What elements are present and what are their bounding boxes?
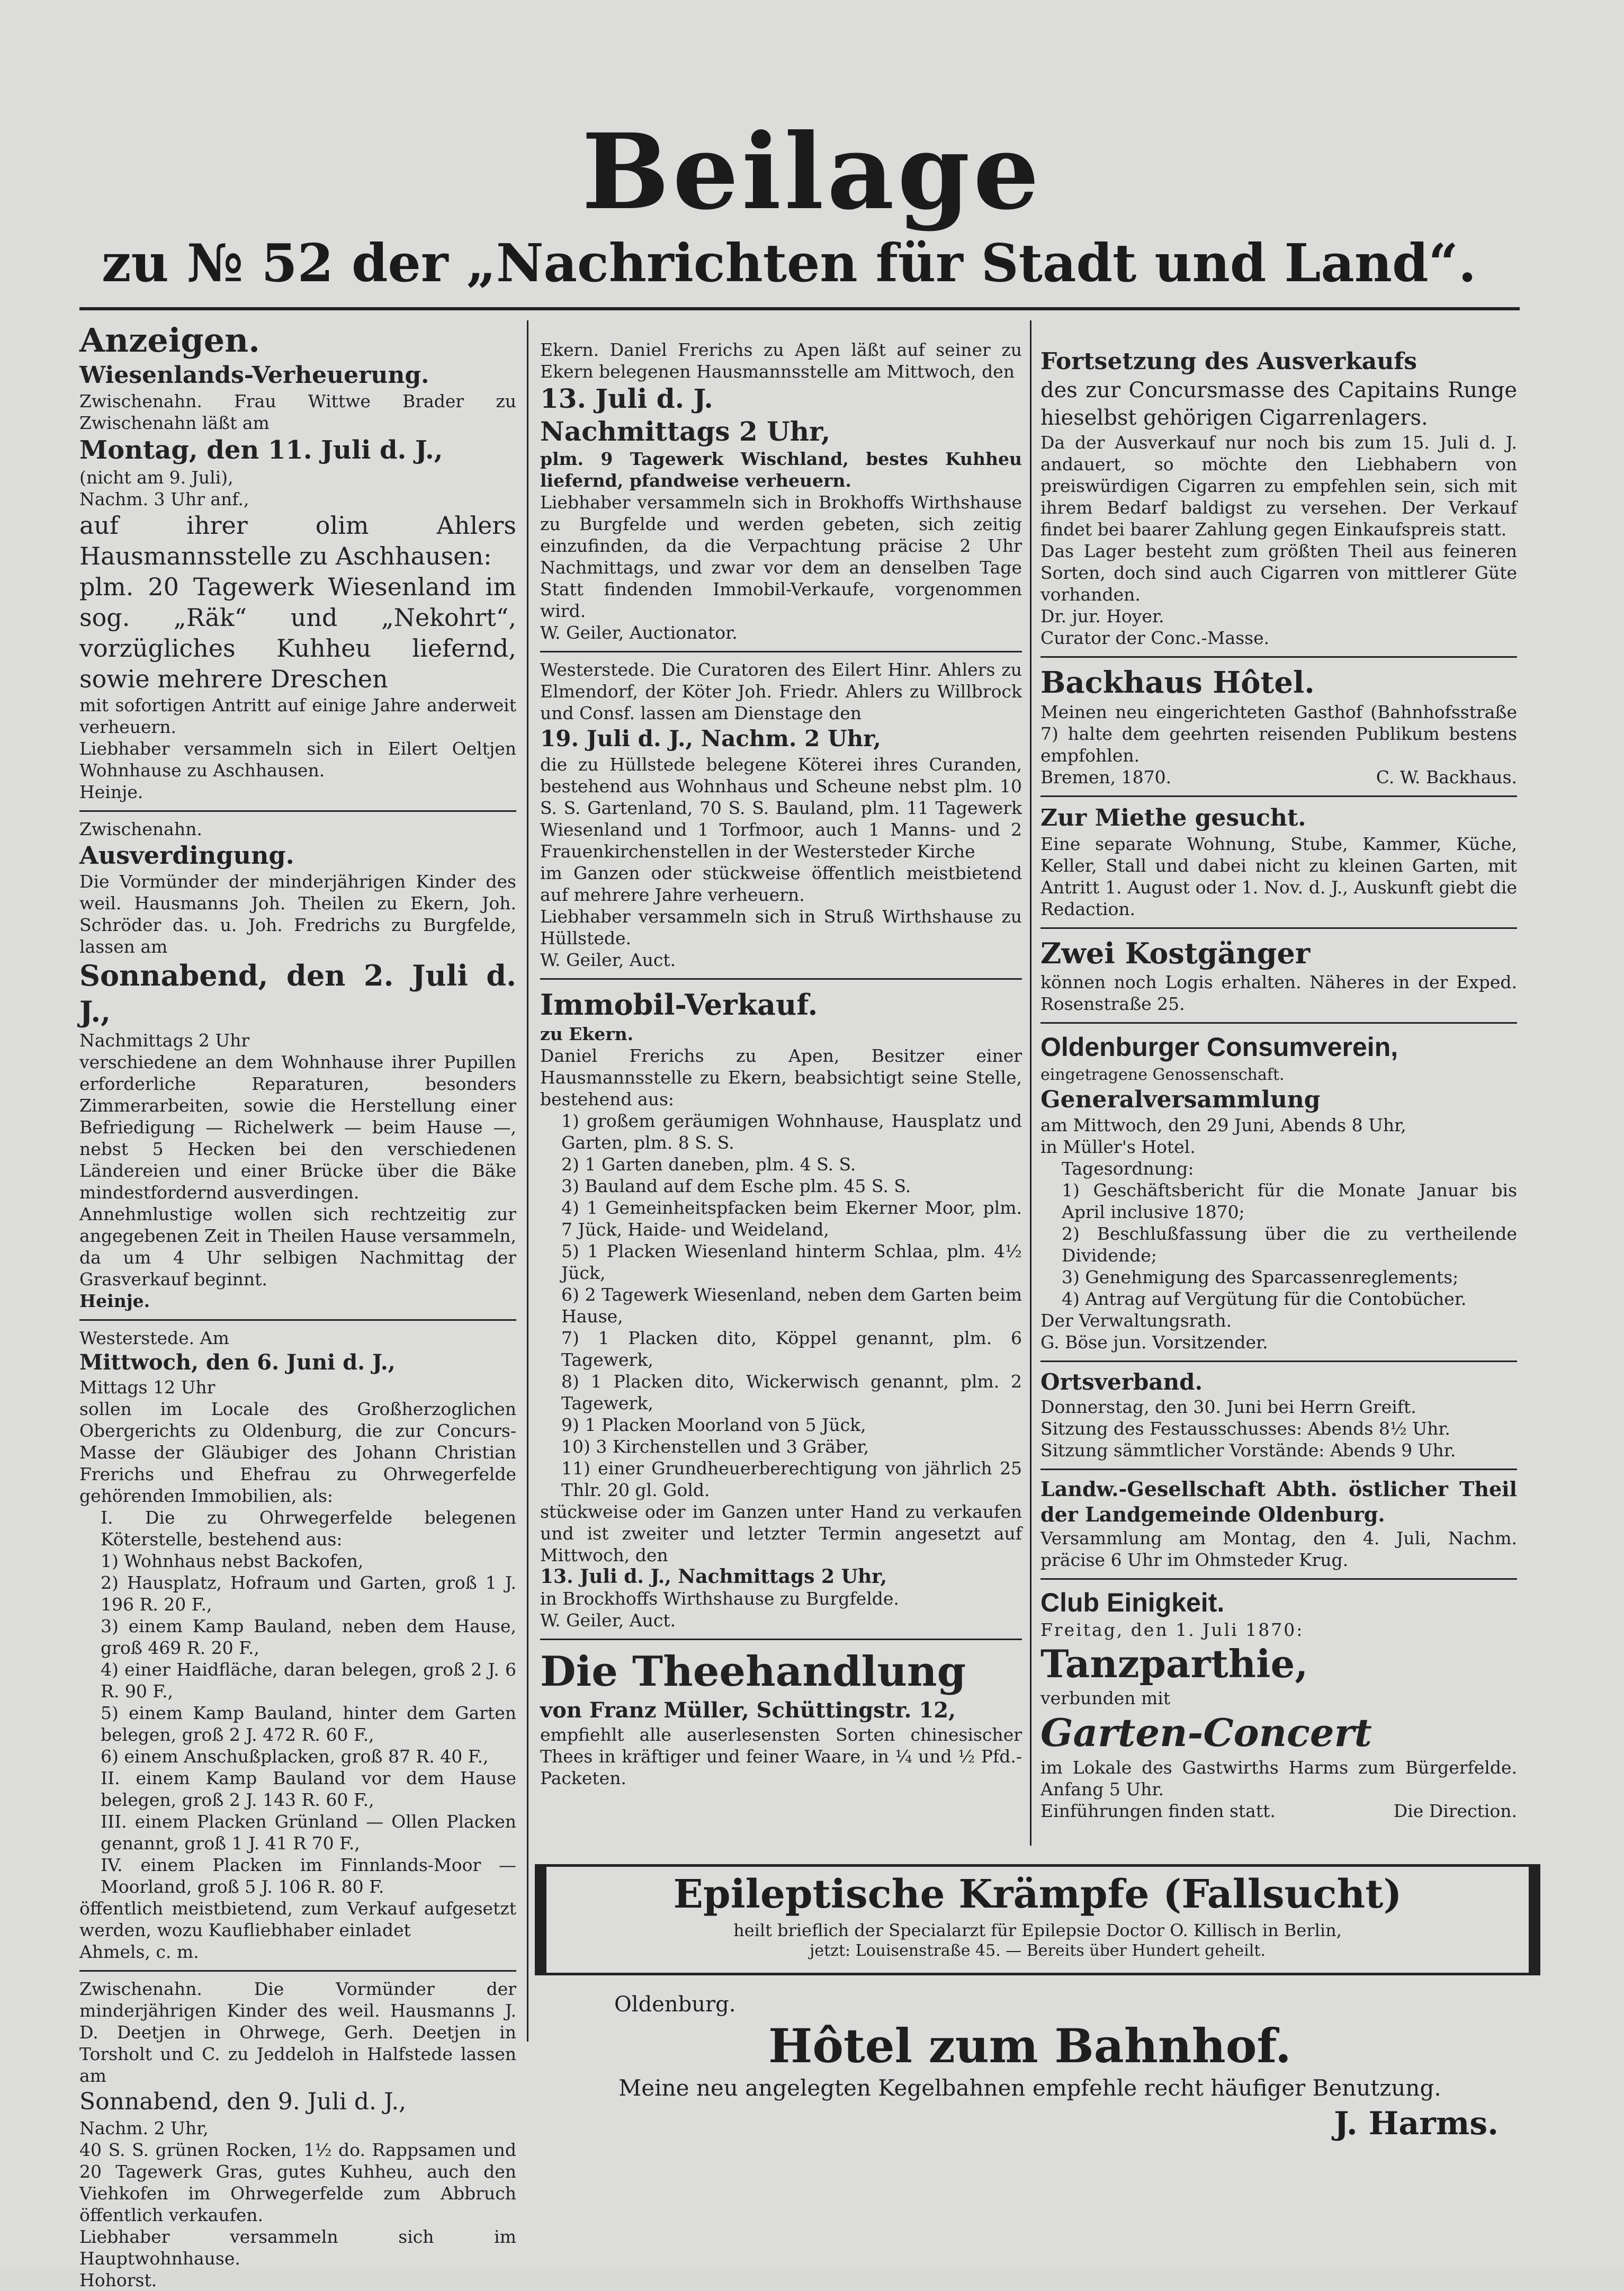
ad-text: Ekern. Daniel Frerichs zu Apen läßt auf seiner zu Ekern belegenen Hausmannsstelle am Mittwoch, den (540, 339, 1022, 382)
divider (1040, 927, 1517, 929)
ad-date: Freitag, den 1. Juli 1870: (1040, 1619, 1304, 1640)
column-divider-2 (1030, 320, 1031, 1846)
ad-title: Zwei Kostgänger (1040, 936, 1311, 970)
ad-text: mit sofortigen Antritt auf einige Jahre anderweit verheuern. (79, 695, 516, 737)
ad-text: können noch Logis erhalten. Näheres in der Exped. Rosenstraße 25. (1040, 972, 1517, 1014)
list-item: 5) 1 Placken Wiesenland hinterm Schlaa, plm. 4½ Jück, (561, 1241, 1022, 1283)
ad-text: Meine neu angelegten Kegelbahnen empfehle recht häufiger Benutzung. (618, 2075, 1441, 2101)
ad-text: verbunden mit (1040, 1688, 1171, 1708)
ad-subtitle: von Franz Müller, Schüttingstr. 12, (540, 1698, 956, 1723)
column-divider-1 (527, 320, 528, 2042)
divider (540, 1639, 1022, 1640)
ad-title: Immobil-Verkauf. (540, 988, 818, 1022)
ad-signature: Die Direction. (1393, 1801, 1517, 1821)
list-item: II. einem Kamp Bauland vor dem Hause belegen, groß 2 J. 143 R. 60 F., (101, 1768, 516, 1810)
ad-text: am Mittwoch, den 29 Juni, Abends 8 Uhr, (1040, 1115, 1406, 1135)
ad-title: Club Einigkeit. (1040, 1588, 1225, 1617)
ad-title: Wiesenlands-Verheuerung. (79, 362, 429, 389)
ad-text: verschiedene an dem Wohnhause ihrer Pupillen erforderliche Reparaturen, besonders Zimmerarbeiten, sowie die Herstellung einer Befriedigung — Richelwerk — beim Hause —, nebst 5 Hecken bei den verschiedenen Ländereien und einer Brücke über die Bäke mindestfordernd ausverdingen. (79, 1052, 516, 1203)
ad-date: Sonnabend, den 9. Juli d. J., (79, 2088, 407, 2115)
ad-text: im Ganzen oder stückweise öffentlich meistbietend auf mehrere Jahre verheuern. (540, 863, 1022, 905)
ad-time: Nachm. 2 Uhr, (79, 2118, 209, 2138)
list-item: 2) Hausplatz, Hofraum und Garten, groß 1 J. 196 R. 20 F., (101, 1572, 516, 1615)
list-item: I. Die zu Ohrwegerfelde belegenen Köterstelle, bestehend aus: (101, 1507, 516, 1550)
ad-text: Eine separate Wohnung, Stube, Kammer, Küche, Keller, Stall und dabei nicht zu kleinen Garten, mit Antritt 1. August oder 1. Nov. d. J., Auskunft giebt die Redaction. (1040, 834, 1517, 919)
ad-subtitle: eingetragene Genossenschaft. (1040, 1066, 1285, 1084)
list-item: 2) Beschlußfassung über die zu vertheilende Dividende; (1062, 1223, 1517, 1266)
list-item: 4) einer Haidfläche, daran belegen, groß 2 J. 6 R. 90 F., (101, 1659, 516, 1702)
ad-body: plm. 9 Tagewerk Wischland, bestes Kuhheu liefernd, pfandweise verheuern. (540, 449, 1022, 491)
ad-title: Backhaus Hôtel. (1040, 665, 1315, 700)
ad-place: Bremen, 1870. (1040, 767, 1172, 787)
ad-text: Meinen neu eingerichteten Gasthof (Bahnhofsstraße 7) halte dem geehrten reisenden Publikum bestens empfohlen. (1040, 702, 1517, 766)
signature-row (1040, 766, 1517, 788)
ad-subtitle: zu Ekern. (540, 1024, 634, 1044)
ad-title: Zur Miethe gesucht. (1040, 804, 1306, 831)
ad-text: 40 S. S. grünen Rocken, 1½ do. Rappsamen und 20 Tagewerk Gras, gutes Kuhheu, auch den Viehkofen im Ohrwegerfelde zum Abbruch öffentlich verkaufen. (79, 2140, 516, 2225)
list-item: 11) einer Grundheuerberechtigung von jährlich 25 Thlr. 20 gl. Gold. (561, 1458, 1022, 1500)
ad-title: Epileptische Krämpfe (Fallsucht) (673, 1872, 1402, 1917)
divider (79, 810, 516, 812)
ad-date: Sonnabend, den 2. Juli d. J., (79, 959, 516, 1028)
ad-title: Ausverdingung. (79, 841, 294, 870)
ad-text: Da der Ausverkauf nur noch bis zum 15. Juli d. J. andauert, so möchte den Liebhabern von preiswürdigen Cigarren zu empfehlen sein, sich mit ihrem Bedarf baldigst zu versehen. Der Verkauf findet bei baarer Zahlung gegen Einkaufspreis statt. (1040, 432, 1517, 540)
list-item: 3) Bauland auf dem Esche plm. 45 S. S. (561, 1176, 911, 1196)
ad-text: Sitzung des Festausschusses: Abends 8½ Uhr. (1040, 1418, 1451, 1439)
ad-text: im Lokale des Gastwirths Harms zum Bürgerfelde. Anfang 5 Uhr. (1040, 1757, 1517, 1800)
list-item: 3) Genehmigung des Sparcassenreglements; (1062, 1267, 1459, 1287)
ad-text: Liebhaber versammeln sich in Brokhoffs Wirthshause zu Burgfelde und werden gebeten, sich zeitig einzufinden, da die Verpachtung präcise 2 Uhr Nachmittags, und zwar vor dem an denselben Tage Statt findenden Immobil-Verkaufe, vorgenommen wird. (540, 492, 1022, 621)
ad-note: (nicht am 9. Juli), (79, 467, 234, 488)
divider (79, 1319, 516, 1321)
ad-event: Tanzparthie, (1040, 1641, 1308, 1686)
list-item: 6) 2 Tagewerk Wiesenland, neben dem Garten beim Hause, (561, 1284, 1022, 1327)
list-item: 8) 1 Placken dito, Wickerwisch genannt, plm. 2 Tagewerk, (561, 1371, 1022, 1413)
ad-signature: Ahmels, c. m. (79, 1941, 199, 1962)
list-item: 4) 1 Gemeinheitspfacken beim Ekerner Moor, plm. 7 Jück, Haide- und Weideland, (561, 1197, 1022, 1240)
ad-title: Hôtel zum Bahnhof. (768, 2018, 1291, 2073)
list-item: IV. einem Placken im Finnlands-Moor — Moorland, groß 5 J. 106 R. 80 F. (101, 1855, 516, 1897)
ad-label: Tagesordnung: (1062, 1158, 1194, 1179)
ad-text: die zu Hüllstede belegene Köterei ihres Curanden, bestehend aus Wohnhaus und Scheune nebst plm. 10 S. S. Gartenland, 70 S. S. Bauland, plm. 11 Tagewerk Wiesenland und 1 Torfmoor, auch 1 Manns- und 2 Frauenkirchenstellen in der Westersteder Kirche (540, 754, 1022, 862)
masthead-title: Beilage (581, 111, 1043, 233)
ad-date: Mittwoch, den 6. Juni d. J., (79, 1350, 396, 1375)
list-item: 9) 1 Placken Moorland von 5 Jück, (561, 1415, 866, 1435)
column-2 (540, 339, 1022, 1789)
ad-text: jetzt: Louisenstraße 45. — Bereits über Hundert geheilt. (810, 1941, 1266, 1960)
column-3 (1040, 347, 1517, 1822)
list-item: 1) Wohnhaus nebst Backofen, (101, 1551, 364, 1571)
ad-text: heilt brieflich der Specialarzt für Epilepsie Doctor O. Killisch in Berlin, (733, 1920, 1342, 1940)
list-item: 6) einem Anschußplacken, groß 87 R. 40 F., (101, 1746, 489, 1767)
ad-body: plm. 20 Tagewerk Wiesenland im sog. „Räk“ und „Nekohrt“, vorzügliches Kuhheu liefernd, sowie mehrere Dreschen (79, 572, 516, 693)
ad-date: 19. Juli d. J., Nachm. 2 Uhr, (540, 726, 881, 751)
ad-heading: Generalversammlung (1040, 1086, 1321, 1113)
ad-signature: C. W. Backhaus. (1376, 767, 1517, 787)
divider (1040, 1578, 1517, 1580)
ad-text: Versammlung am Montag, den 4. Juli, Nachm. präcise 6 Uhr im Ohmsteder Krug. (1040, 1528, 1517, 1570)
ad-signature: G. Böse jun. Vorsitzender. (1040, 1332, 1268, 1353)
ad-time: Nachmittags 2 Uhr (79, 1030, 250, 1051)
divider (540, 978, 1022, 980)
ad-text: Die Vormünder der minderjährigen Kinder des weil. Hausmanns Joh. Theilen zu Ekern, Joh. Schröder das. u. Joh. Fredrichs zu Burgfelde, lassen am (79, 871, 516, 957)
ad-text: Donnerstag, den 30. Juni bei Herrn Greift. (1040, 1397, 1416, 1417)
ad-date: 13. Juli d. J. (540, 383, 713, 414)
list-item: 7) 1 Placken dito, Köppel genannt, plm. 6 Tagewerk, (561, 1328, 1022, 1370)
ad-text: Zwischenahn. Die Vormünder der minderjährigen Kinder des weil. Hausmanns J. D. Deetjen in Ohrwege, Gerh. Deetjen in Torsholt und C. zu Jeddeloh in Halfstede lassen am (79, 1979, 516, 2086)
ad-text: Zwischenahn. Frau Wittwe Brader zu Zwischenahn läßt am (79, 391, 516, 433)
ad-time: Mittags 12 Uhr (79, 1377, 216, 1398)
list-item: 5) einem Kamp Bauland, hinter dem Garten belegen, groß 2 J. 472 R. 60 F., (101, 1703, 516, 1745)
list-item: 3) einem Kamp Bauland, neben dem Hause, groß 469 R. 20 F., (101, 1616, 516, 1658)
column-1 (79, 320, 516, 2291)
ad-text: empfiehlt alle auserlesensten Sorten chinesischer Thees in kräftiger und feiner Waare, in ¼ und ½ Pfd.-Packeten. (540, 1724, 1022, 1788)
ad-text: öffentlich meistbietend, zum Verkauf aufgesetzt werden, wozu Kaufliebhaber einladet (79, 1898, 516, 1940)
ad-text: Westerstede. Die Curatoren des Eilert Hinr. Ahlers zu Elmendorf, der Köter Joh. Friedr. Ahlers zu Willbrock und Consf. lassen am Dienstage den (540, 659, 1022, 723)
signature-row (1040, 1800, 1517, 1822)
list-item: 4) Antrag auf Vergütung für die Contobücher. (1062, 1288, 1467, 1309)
ad-text: Liebhaber versammeln sich in Eilert Oeltjen Wohnhause zu Aschhausen. (79, 738, 516, 781)
section-heading: Anzeigen. (79, 321, 260, 360)
ad-place: auf ihrer olim Ahlers Hausmannsstelle zu Aschhausen: (79, 511, 516, 570)
ad-date: 13. Juli d. J., Nachmittags 2 Uhr, (540, 1565, 887, 1588)
ad-signature: J. Harms. (1334, 2105, 1499, 2142)
divider (540, 651, 1022, 652)
ad-location: Westerstede. Am (79, 1328, 229, 1348)
ad-signature: W. Geiler, Auct. (540, 1610, 676, 1631)
list-item: 1) großem geräumigen Wohnhause, Hausplatz und Garten, plm. 8 S. S. (561, 1111, 1022, 1153)
ad-text: stückweise oder im Ganzen unter Hand zu verkaufen und ist zweiter und letzter Termin angesetzt auf Mittwoch, den (540, 1501, 1022, 1565)
ad-signature: W. Geiler, Auctionator. (540, 622, 738, 643)
ad-text: in Brockhoffs Wirthshause zu Burgfelde. (540, 1588, 899, 1609)
ad-text: Annehmlustige wollen sich rechtzeitig zur angegebenen Zeit in Theilen Hause versammeln, da um 4 Uhr selbigen Nachmittag der Grasverkauf beginnt. (79, 1204, 516, 1290)
ad-signature: Curator der Conc.-Masse. (1040, 628, 1270, 648)
list-item: 2) 1 Garten daneben, plm. 4 S. S. (561, 1154, 856, 1175)
ad-place: Oldenburg. (614, 1992, 736, 2017)
ad-event: Garten-Concert (1040, 1710, 1372, 1755)
ad-time: Nachmittags 2 Uhr, (540, 416, 831, 447)
list-item: III. einem Placken Grünland — Ollen Placken genannt, groß 1 J. 41 R 70 F., (101, 1811, 516, 1854)
ad-subtitle: des zur Concursmasse des Capitains Runge hieselbst gehörigen Cigarrenlagers. (1040, 378, 1517, 430)
ad-signature: W. Geiler, Auct. (540, 950, 676, 970)
ad-title: Landw.-Gesellschaft Abth. östlicher Theil der Landgemeinde Oldenburg. (1040, 1477, 1517, 1526)
ad-title: Fortsetzung des Ausverkaufs (1040, 348, 1417, 375)
ad-signature: Hohorst. (79, 2270, 157, 2290)
ad-title: Ortsverband. (1040, 1369, 1203, 1395)
divider (1040, 795, 1517, 797)
list-item: 1) Geschäftsbericht für die Monate Januar bis April inclusive 1870; (1062, 1180, 1517, 1222)
masthead-subtitle: zu № 52 der „Nachrichten für Stadt und Land“. (101, 233, 1477, 294)
divider (1040, 1022, 1517, 1024)
ad-signature: Heinje. (79, 1291, 150, 1311)
ad-note: Nachm. 3 Uhr anf., (79, 489, 249, 509)
ad-title: Die Theehandlung (540, 1648, 966, 1696)
ad-signature: Der Verwaltungsrath. (1040, 1310, 1232, 1331)
ad-signature: Dr. jur. Hoyer. (1040, 606, 1164, 627)
ad-text: Einführungen finden statt. (1040, 1801, 1276, 1821)
ad-location: Zwischenahn. (79, 819, 202, 839)
divider (79, 1970, 516, 1972)
epilepsy-ad-box (535, 1864, 1540, 1975)
ad-text: sollen im Locale des Großherzoglichen Obergerichts zu Oldenburg, die zur Concurs-Masse der Gläubiger des Johann Christian Frerichs und Ehefrau zu Ohrwegerfelde gehörenden Immobilien, als: (79, 1399, 516, 1506)
hotel-ad (540, 1991, 1520, 2145)
divider (1040, 656, 1517, 658)
ad-text: in Müller's Hotel. (1040, 1136, 1196, 1157)
ad-text: Daniel Frerichs zu Apen, Besitzer einer Hausmannsstelle zu Ekern, beabsichtigt seine Stelle, bestehend aus: (540, 1045, 1022, 1109)
ad-title: Oldenburger Consumverein, (1040, 1032, 1398, 1062)
ad-text: Sitzung sämmtlicher Vorstände: Abends 9 Uhr. (1040, 1440, 1456, 1461)
ad-text: Das Lager besteht zum größten Theil aus feineren Sorten, doch sind auch Cigarren von mittlerer Güte vorhanden. (1040, 541, 1517, 605)
ad-text: Liebhaber versammeln sich in Struß Wirthshause zu Hüllstede. (540, 906, 1022, 948)
divider (1040, 1469, 1517, 1470)
ad-date: Montag, den 11. Juli d. J., (79, 435, 443, 465)
ad-signature: Heinje. (79, 782, 143, 802)
masthead-rule (79, 307, 1520, 310)
list-item: 10) 3 Kirchenstellen und 3 Gräber, (561, 1436, 869, 1457)
ad-text: Liebhaber versammeln sich im Hauptwohnhause. (79, 2226, 516, 2269)
divider (1040, 1361, 1517, 1362)
